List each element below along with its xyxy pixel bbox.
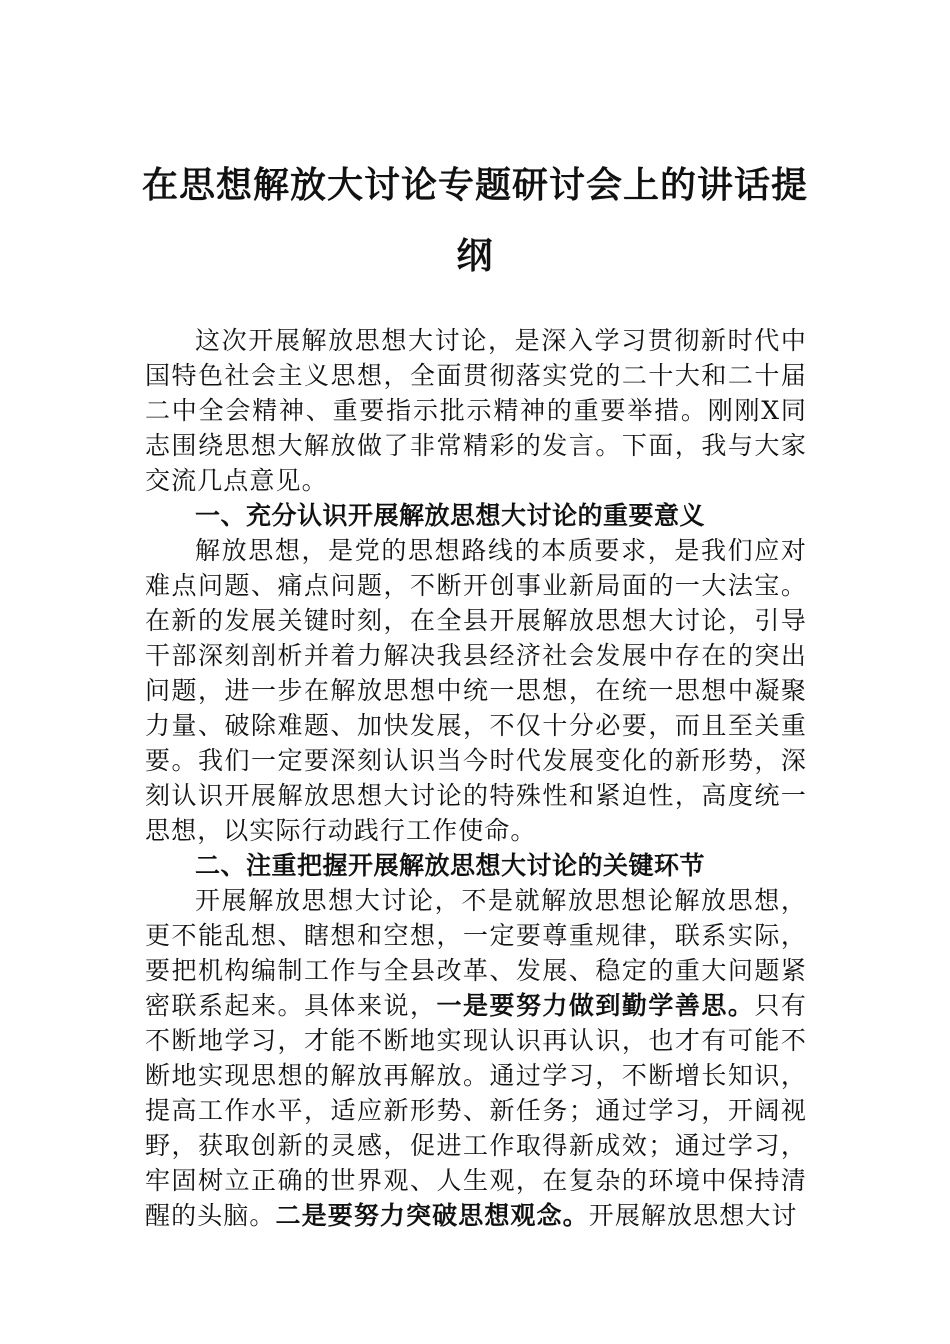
section-2-text-c: 开展解放思想大讨 [588,1201,798,1230]
section-2-text-b: 只有不断地学习，才能不断地实现认识再认识，也才有可能不断地实现思想的解放再解放。通过学习，不断增长知识，提高工作水平，适应新形势、新任务；通过学习，开阔视野，获取创新的灵感，促进工作取得新成效；通过学习，牢固树立正确的世界观、人生观，在复杂的环境中保持清醒的头脑。 [145,991,808,1230]
section-2-heading: 二、注重把握开展解放思想大讨论的关键环节 [195,851,706,880]
section-1-paragraph: 解放思想，是党的思想路线的本质要求，是我们应对难点问题、痛点问题，不断开创事业新局面的一大法宝。在新的发展关键时刻，在全县开展解放思想大讨论，引导干部深刻剖析并着力解决我县经济社会发展中存在的突出问题，进一步在解放思想中统一思想，在统一思想中凝聚力量、破除难题、加快发展，不仅十分必要，而且至关重要。我们一定要深刻认识当今时代发展变化的新形势，深刻认识开展解放思想大讨论的特殊性和紧迫性，高度统一思想，以实际行动践行工作使命。 [145,536,807,845]
document-title: 在思想解放大讨论专题研讨会上的讲话提纲 [141,164,808,277]
section-1-heading: 一、充分认识开展解放思想大讨论的重要意义 [195,501,706,530]
section-2-text-a: 开展解放思想大讨论，不是就解放思想论解放思想，更不能乱想、瞎想和空想，一定要尊重规律，联系实际，要把机构编制工作与全县改革、发展、稳定的重大问题紧密联系起来。具体来说， [145,886,807,1020]
section-2-point-2: 二是要努力突破思想观念。 [275,1201,589,1230]
section-2-point-1: 一是要努力做到勤学善思。 [436,991,755,1020]
intro-paragraph: 这次开展解放思想大讨论，是深入学习贯彻新时代中国特色社会主义思想，全面贯彻落实党的二十大和二十届二中全会精神、重要指示批示精神的重要举措。刚刚X同志围绕思想大解放做了非常精彩的发言。下面，我与大家交流几点意见。 [145,326,807,495]
document-body [145,323,807,1233]
section-2-paragraph [145,883,807,1233]
